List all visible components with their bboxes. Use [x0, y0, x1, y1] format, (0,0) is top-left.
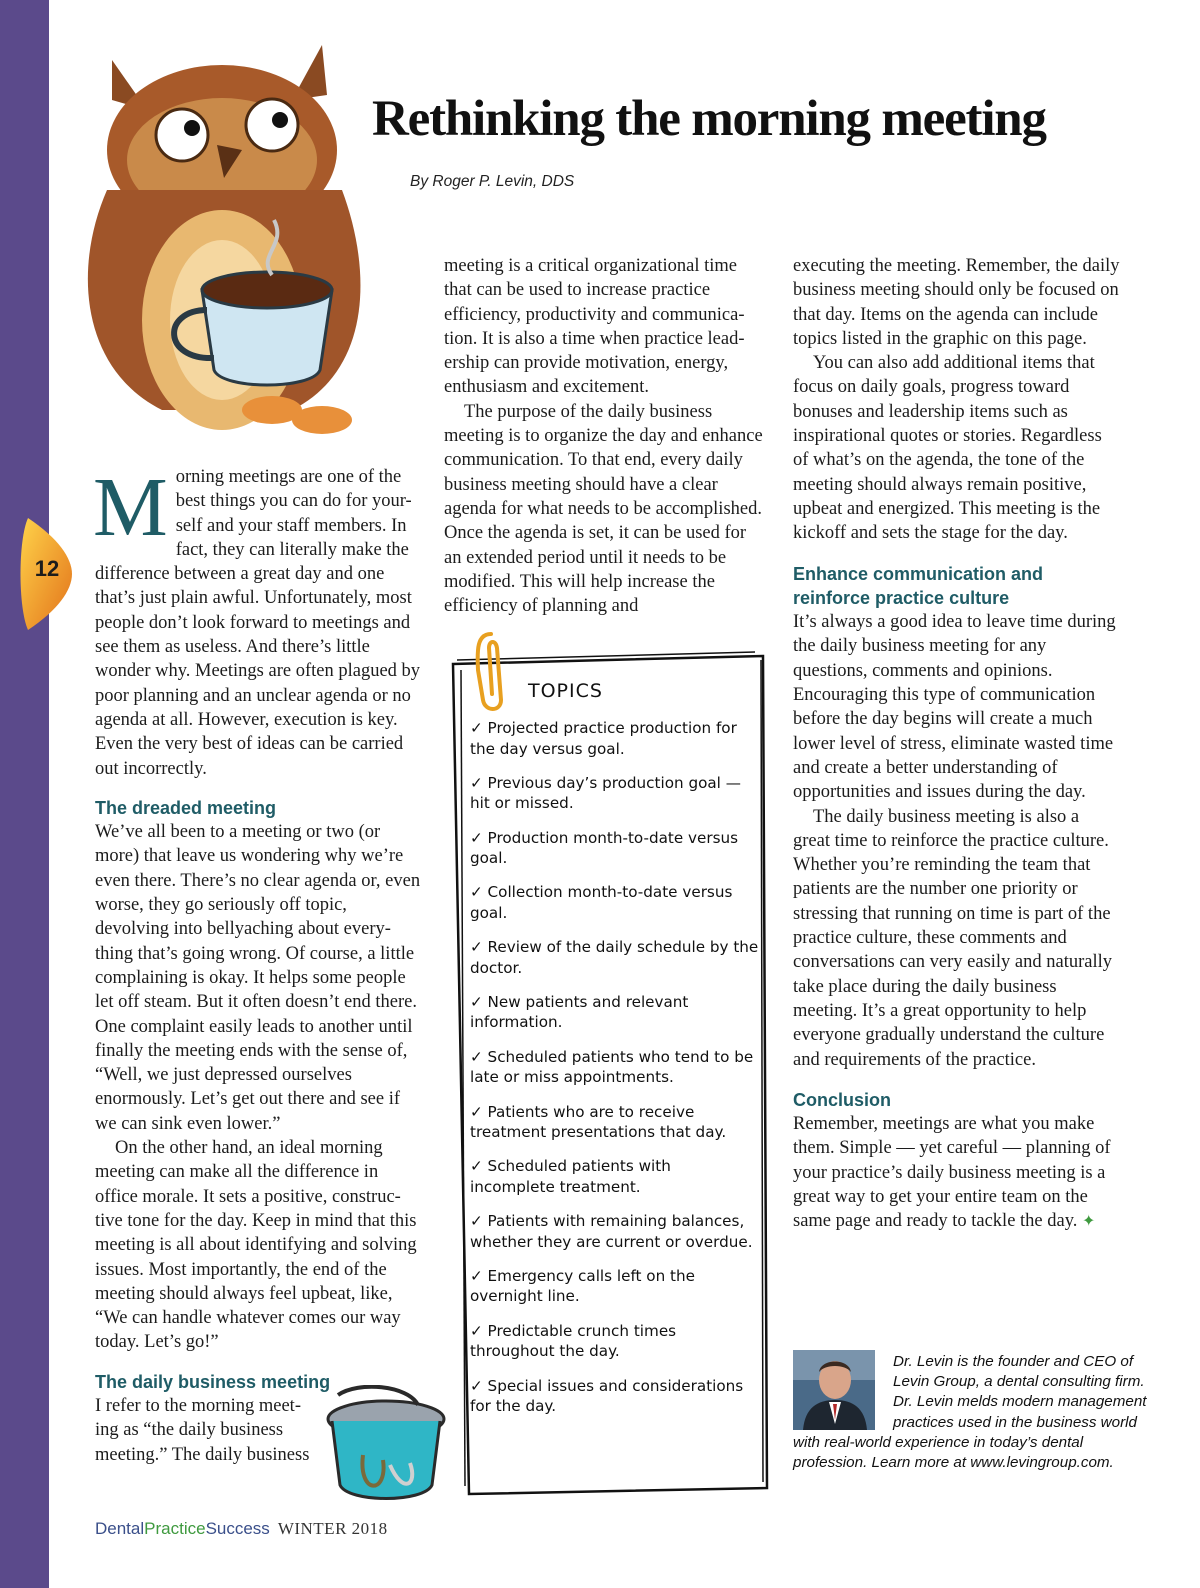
topic-item: ✓ Emergency calls left on the overnight line. [470, 1266, 695, 1306]
enhance-paragraph-1: It’s always a good idea to leave time during the daily business meeting for any questions, comments and opinions. Encouraging this type of communication before the day begins will create a much lower level of stress, eliminate wasted time and create a better understanding of opportunities and issues during the day. [793, 612, 1116, 803]
heading-dreaded-meeting: The dreaded meeting [95, 797, 277, 818]
footer-brand-dental: Dental [95, 1519, 145, 1538]
topic-item: ✓ Special issues and considerations for the day. [470, 1376, 744, 1416]
intro-paragraph [93, 461, 422, 781]
byline: By Roger P. Levin, DDS [410, 173, 575, 190]
topic-item: ✓ Projected practice production for the day versus goal. [470, 719, 737, 758]
footer-brand-practice: Practice [144, 1519, 206, 1538]
heading-enhance-communication: Enhance communication and reinforce practice culture [793, 563, 1044, 608]
topic-item: ✓ Review of the daily schedule by the doctor. [470, 938, 759, 977]
owl-illustration [52, 40, 392, 460]
topic-item: ✓ Scheduled patients who tend to be late or miss appointments. [470, 1047, 754, 1087]
paper-clip-pot [318, 1385, 448, 1505]
enhance-paragraph-2: The daily business meeting is also a great time to reinforce the practice culture. Whether you’re reminding the team that patients are the number one priority or stressing that running on time is part of the practice culture, these comments and conversations can very easily and naturally take place during the daily business meeting. It’s a great opportunity to help everyone gradually understand the culture and requirements of the practice. [793, 806, 1113, 1070]
topic-item: ✓ Scheduled patients with incomplete treatment. [470, 1157, 671, 1196]
topic-item: ✓ New patients and relevant information. [470, 992, 689, 1032]
topic-item: ✓ Patients who are to receive treatment presentations that day. [470, 1102, 727, 1142]
author-bio-text: Dr. Levin is the founder and CEO of Levin Group, a dental consulting firm. Dr. Levin melds modern management practices used in the business world with real-world experience in today’s dental profession. Learn more at www.levingroup.com. [793, 1353, 1147, 1472]
exec-paragraph: executing the meeting. Remember, the daily business meeting should only be focused on that day. Items on the agenda can include topics listed in the graphic on this page. [793, 256, 1120, 349]
dreaded-paragraph-1: We’ve all been to a meeting or two (or more) that leave us wondering why we’re even there. There’s no clear agenda or, even worse, they go seriously off topic, devolving into bellyaching about every-thing that’s going wrong. Of course, a little complaining is okay. It helps some people let off steam. But it often doesn’t end there. One complaint easily leads to another until finally the meeting ends with the sense of, “Well, we just depressed ourselves enormously. Let’s get out there and see if we can sink even lower.” [95, 822, 421, 1134]
heading-daily-business-meeting: The daily business meeting [95, 1371, 331, 1392]
drop-cap: M [93, 461, 168, 554]
end-mark-icon: ✦ [1082, 1213, 1096, 1231]
topic-item: ✓ Patients with remaining balances, whether they are current or overdue. [470, 1212, 753, 1251]
sidebar-stripe [0, 0, 49, 1588]
topic-item: ✓ Predictable crunch times throughout the day. [470, 1321, 677, 1361]
intro-text: orning meetings are one of the best things you can do for your-self and your staff members. In fact, they can literally make the difference between a great day and one that’s just plain awful. Unfortunately, most people don’t look forward to meetings and see them as useless. And there’s little wonder why. Meetings are often plagued by poor planning and an unclear agenda or no agenda at all. However, execution is key. Even the very best of ideas can be carried out incorrectly. [95, 467, 421, 779]
topics-list [470, 718, 760, 1430]
heading-conclusion: Conclusion [793, 1089, 891, 1110]
topic-item: ✓ Collection month-to-date versus goal. [470, 883, 733, 922]
column-1 [93, 461, 422, 1467]
topics-title: TOPICS [528, 680, 603, 702]
daily-paragraph-cont: meeting is a critical organizational time that can be used to increase practice efficiency, productivity and communica-tion. It is also a time when practice lead-ership can provide motivation, energy, enthusiasm and excitement. [444, 256, 745, 398]
topic-item: ✓ Previous day’s production goal — hit or missed. [470, 773, 741, 813]
dreaded-paragraph-2: On the other hand, an ideal morning meeting can make all the difference in office morale. It sets a positive, construc-tive tone for the day. Keep in mind that this meeting is all about identifying and solving issues. Most importantly, the end of the meeting should always feel upbeat, like, “We can handle whatever comes our way today. Let’s go!” [95, 1138, 417, 1353]
topic-item: ✓ Production month-to-date versus goal. [470, 828, 739, 868]
conclusion-paragraph [793, 1112, 1120, 1234]
author-bio [793, 1352, 1148, 1473]
conclusion-text: Remember, meetings are what you make them. Simple — yet careful — planning of your practice’s daily business meeting is a great way to get your entire team on the same page and ready to tackle the day. [793, 1114, 1111, 1232]
footer [95, 1519, 388, 1539]
article-title: Rethinking the morning meeting [372, 91, 1046, 147]
footer-issue: WINTER 2018 [277, 1519, 388, 1538]
page-number: 12 [34, 556, 60, 581]
footer-brand-success: Success [205, 1519, 270, 1538]
additional-paragraph: You can also add additional items that focus on daily goals, progress toward bonuses and leadership items such as inspirational quotes or stories. Regardless of what’s on the agenda, the tone of the meeting should always remain positive, upbeat and energized. This meeting is the kickoff and sets the stage for the day. [793, 353, 1102, 544]
column-3 [793, 254, 1120, 1235]
purpose-paragraph: The purpose of the daily business meeting is to organize the day and enhance communication. To that end, every daily business meeting should have a clear agenda for what needs to be accomplished. Once the agenda is set, it can be used for an extended period until it needs to be modified. This will help increase the efficiency of planning and [444, 401, 763, 617]
daily-paragraph-start: I refer to the morning meet-ing as “the daily business meeting.” The daily business [95, 1395, 310, 1465]
column-2 [444, 254, 766, 618]
